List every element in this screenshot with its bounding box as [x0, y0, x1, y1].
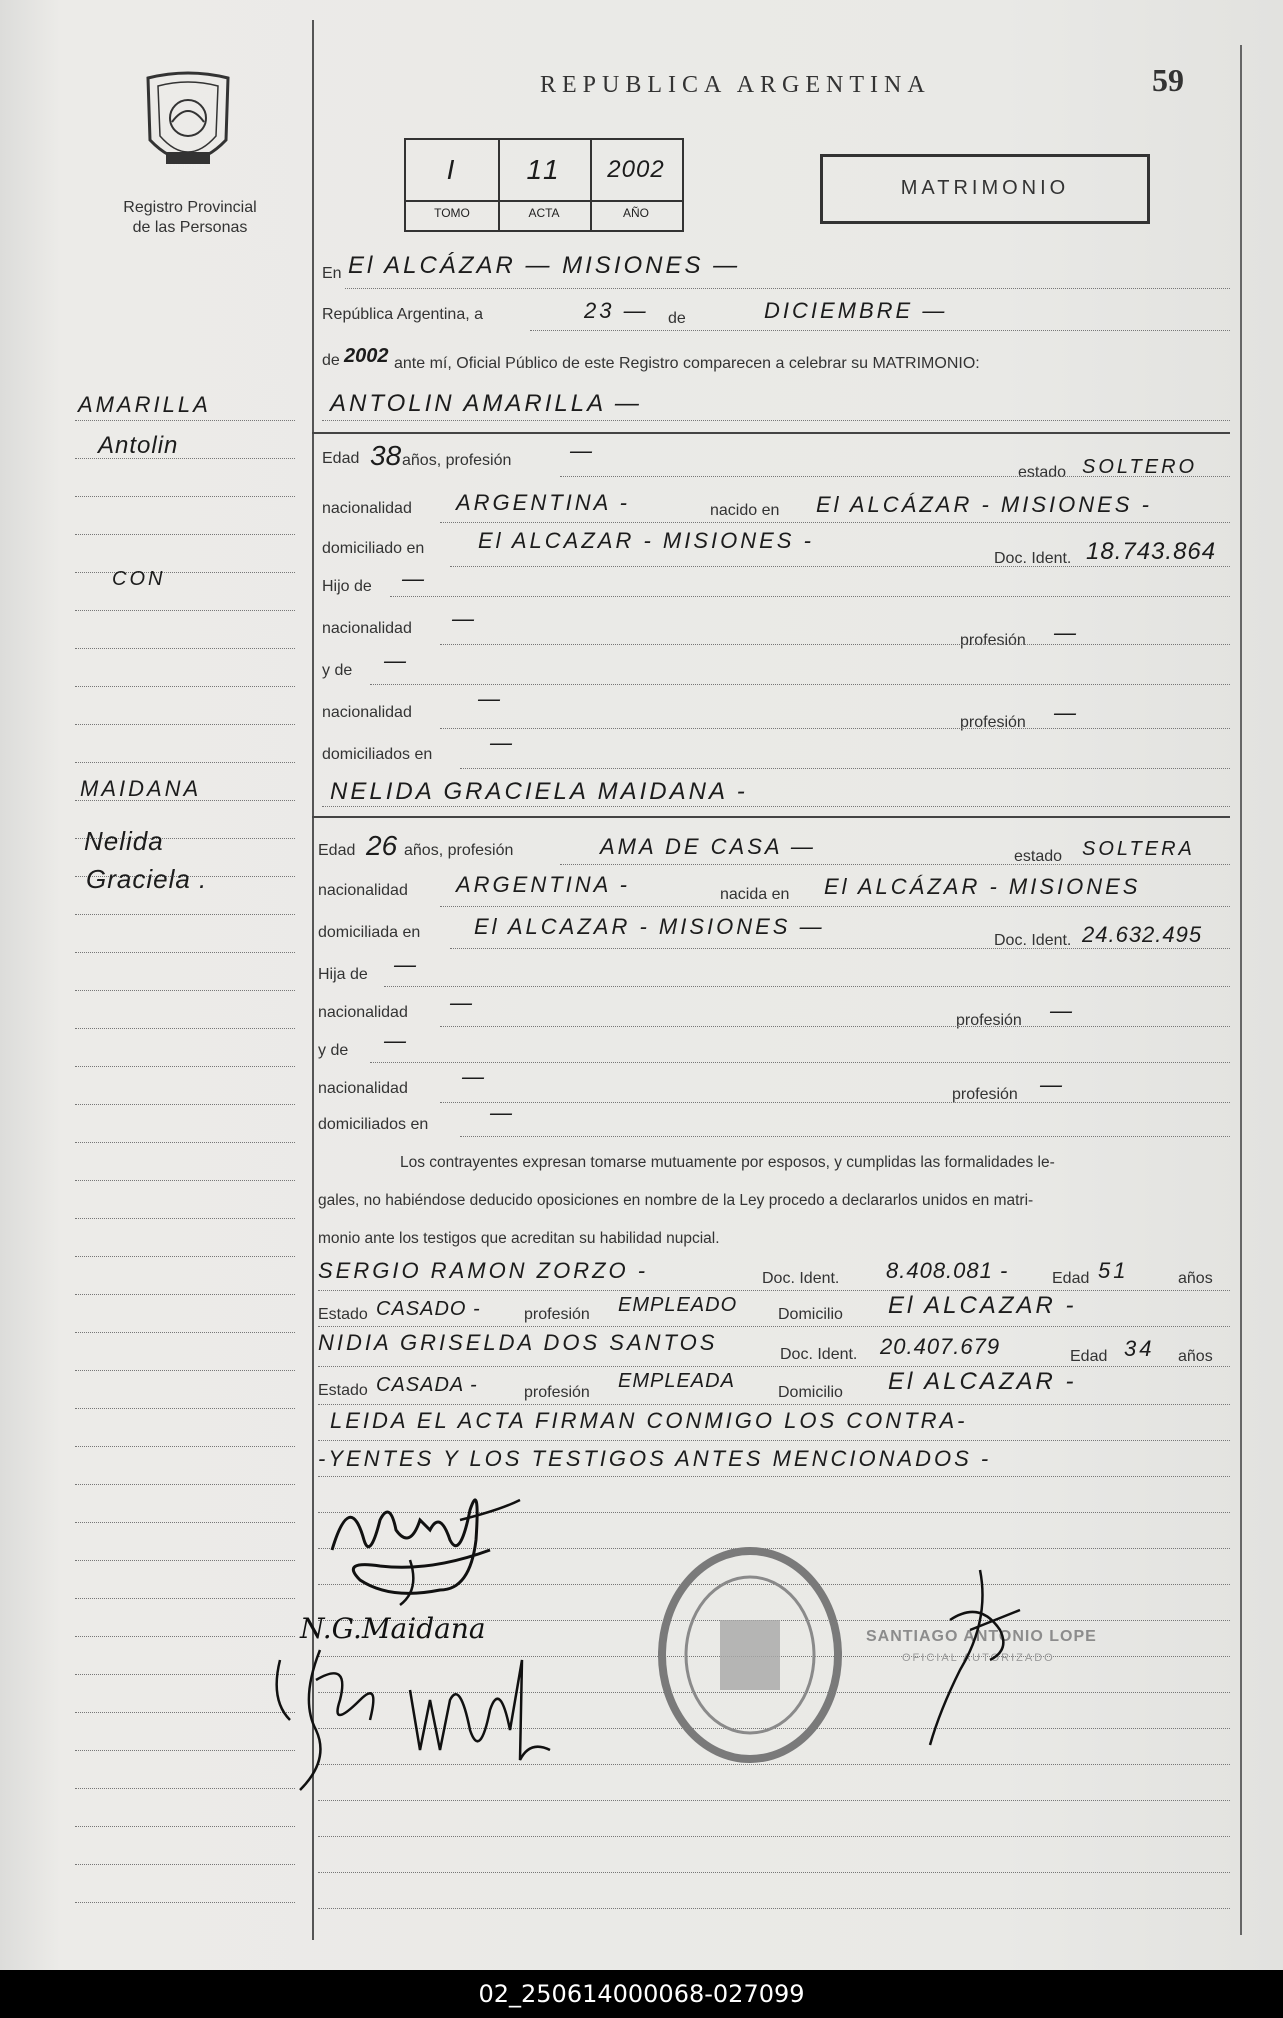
witness1-doc: 8.408.081 -: [886, 1258, 1009, 1283]
groom-nationality: ARGENTINA -: [456, 490, 630, 515]
bride-estado-label: estado: [1014, 848, 1063, 865]
tomo-label: TOMO: [434, 206, 470, 220]
bride-profession: AMA DE CASA —: [600, 834, 816, 859]
witness2-doc-label: Doc. Ident.: [780, 1346, 858, 1363]
bride-parent1-nac-label: nacionalidad: [318, 1004, 408, 1021]
margin-ruled-line: [75, 648, 295, 649]
margin-ruled-line: [75, 990, 295, 991]
witness2-dom-label: Domicilio: [778, 1384, 843, 1401]
margin-ruled-line: [75, 1180, 295, 1181]
margin-connector: CON: [112, 568, 166, 590]
margin-ruled-line: [75, 1560, 295, 1561]
record-type-box: [820, 154, 1150, 224]
groom-profession: —: [570, 438, 595, 463]
lower-ruled-line: [318, 1908, 1230, 1909]
groom-profesion-label: años, profesión: [402, 452, 512, 469]
margin-ruled-line: [75, 1446, 295, 1447]
bride-parent2-nac-label: nacionalidad: [318, 1080, 408, 1097]
margin-ruled-line: [75, 1636, 295, 1637]
groom-parent2-nationality: —: [478, 686, 503, 711]
lower-ruled-line: [318, 1872, 1230, 1873]
groom-parent2-nac-label: nacionalidad: [322, 704, 412, 721]
official-signature-icon: [910, 1560, 1030, 1750]
groom-hijo-label: Hijo de: [322, 578, 372, 595]
declaration-line-3: monio ante los testigos que acreditan su habilidad nupcial.: [318, 1230, 720, 1247]
margin-bride-name-2: Graciela .: [86, 864, 208, 894]
margin-ruled-line: [75, 1218, 295, 1219]
bride-birthplace: El ALCÁZAR - MISIONES: [824, 874, 1141, 899]
groom-parent1-nac-label: nacionalidad: [322, 620, 412, 637]
registry-reference-box: [404, 138, 684, 232]
groom-parent2: —: [384, 648, 409, 673]
witness2-domicile: El ALCAZAR -: [888, 1368, 1077, 1395]
groom-domiciliado-label: domiciliado en: [322, 540, 425, 557]
margin-ruled-line: [75, 1294, 295, 1295]
bride-parent1-profession: —: [1050, 998, 1075, 1023]
registry-line-1: Registro Provincial: [123, 199, 257, 216]
registry-line-2: de las Personas: [132, 219, 248, 236]
margin-ruled-line: [75, 420, 295, 421]
groom-estado: SOLTERO: [1082, 456, 1198, 478]
witness2-anos-label: años: [1178, 1348, 1213, 1365]
margin-ruled-line: [75, 1332, 295, 1333]
bride-estado: SOLTERA: [1082, 838, 1195, 860]
groom-parent2-profession: —: [1054, 700, 1079, 725]
margin-ruled-line: [75, 1104, 295, 1105]
witness1-name: SERGIO RAMON ZORZO -: [318, 1258, 649, 1283]
tomo-value: I: [446, 154, 458, 185]
groom-nacido-label: nacido en: [710, 502, 780, 519]
anio-label: AÑO: [622, 206, 649, 220]
marriage-month: DICIEMBRE —: [764, 298, 948, 323]
witness2-estado-label: Estado: [318, 1382, 368, 1399]
margin-ruled-line: [75, 1256, 295, 1257]
official-stamp-role: OFICIAL AUTORIZADO: [902, 1652, 1055, 1664]
republica-label: República Argentina, a: [322, 306, 483, 323]
margin-bride-name-1: Nelida: [84, 826, 164, 856]
margin-ruled-line: [75, 1370, 295, 1371]
margin-ruled-line: [75, 1066, 295, 1067]
groom-doc-label: Doc. Ident.: [994, 550, 1072, 567]
groom-domicile: El ALCAZAR - MISIONES -: [478, 528, 814, 553]
official-stamp-name: SANTIAGO ANTONIO LOPE: [866, 1628, 1097, 1645]
lower-ruled-line: [318, 1800, 1230, 1801]
witness1-doc-label: Doc. Ident.: [762, 1270, 840, 1287]
witness2-doc: 20.407.679: [880, 1334, 1001, 1359]
registry-name: [90, 198, 290, 238]
witness2-age: 34: [1124, 1336, 1155, 1361]
groom-parent1-prof-label: profesión: [960, 632, 1026, 649]
margin-ruled-line: [75, 1522, 295, 1523]
margin-ruled-line: [75, 572, 295, 573]
closing-line-2: -YENTES Y LOS TESTIGOS ANTES MENCIONADOS -: [318, 1446, 992, 1471]
declaration-line-2: gales, no habiéndose deducido oposiciones en nombre de la Ley procedo a declararlos unidos en matri-: [318, 1192, 1034, 1209]
margin-ruled-line: [75, 1028, 295, 1029]
margin-ruled-line: [75, 534, 295, 535]
witness-signatures-icon: [260, 1640, 570, 1800]
marriage-day: 23 —: [584, 298, 649, 323]
margin-bride-surname: MAIDANA: [80, 776, 202, 801]
witness2-estado: CASADA -: [376, 1374, 478, 1396]
de-label: de: [668, 310, 686, 327]
margin-ruled-line: [75, 1408, 295, 1409]
country-heading: REPUBLICA ARGENTINA: [540, 72, 931, 98]
bride-parent2-prof-label: profesión: [952, 1086, 1018, 1103]
bride-yde-label: y de: [318, 1042, 349, 1059]
page-number: 59: [1152, 62, 1184, 98]
witness1-anos-label: años: [1178, 1270, 1213, 1287]
witness2-name: NIDIA GRISELDA DOS SANTOS: [318, 1330, 718, 1355]
bride-parent2: —: [384, 1028, 409, 1053]
groom-parent2-prof-label: profesión: [960, 714, 1026, 731]
witness1-dom-label: Domicilio: [778, 1306, 843, 1323]
lower-ruled-line: [318, 1836, 1230, 1837]
document-code-footer: 02_250614000068-027099: [0, 1970, 1283, 2018]
bride-nacida-label: nacida en: [720, 886, 790, 903]
bride-edad-label: Edad: [318, 842, 356, 859]
groom-parent1-nationality: —: [452, 606, 477, 631]
closing-line-1: LEIDA EL ACTA FIRMAN CONMIGO LOS CONTRA-: [330, 1408, 968, 1433]
margin-ruled-line: [75, 1142, 295, 1143]
margin-ruled-line: [75, 952, 295, 953]
bride-parent1-prof-label: profesión: [956, 1012, 1022, 1029]
margin-ruled-line: [75, 1864, 295, 1865]
margin-ruled-line: [75, 496, 295, 497]
marriage-place: El ALCÁZAR — MISIONES —: [348, 252, 741, 279]
anio-value: 2002: [607, 156, 665, 183]
right-margin-border: [1240, 45, 1242, 1935]
de-year-label: de: [322, 352, 340, 369]
margin-ruled-line: [75, 1826, 295, 1827]
seal-label: MISIONES: [170, 164, 206, 171]
groom-full-name: ANTOLIN AMARILLA —: [330, 390, 642, 417]
bride-age: 26: [366, 830, 398, 861]
bride-doc: 24.632.495: [1082, 922, 1203, 947]
witness2-edad-label: Edad: [1070, 1348, 1108, 1365]
en-label: En: [322, 265, 342, 282]
witness2-prof-label: profesión: [524, 1384, 590, 1401]
margin-ruled-line: [75, 686, 295, 687]
bride-parents-domicile: —: [490, 1100, 515, 1125]
groom-edad-label: Edad: [322, 450, 360, 467]
groom-signature-icon: [320, 1480, 530, 1610]
groom-birthplace: El ALCÁZAR - MISIONES -: [816, 492, 1152, 517]
witness2-profession: EMPLEADA: [618, 1370, 735, 1392]
acta-label: ACTA: [528, 206, 560, 220]
bride-hija-label: Hija de: [318, 966, 368, 983]
bride-parent2-nationality: —: [462, 1064, 487, 1089]
groom-nacionalidad-label: nacionalidad: [322, 500, 412, 517]
groom-doc: 18.743.864: [1086, 538, 1217, 565]
margin-ruled-line: [75, 724, 295, 725]
declaration-line-1: Los contrayentes expresan tomarse mutuamente por esposos, y cumplidas las formalidades le-: [400, 1154, 1055, 1171]
bride-full-name: NELIDA GRACIELA MAIDANA -: [330, 778, 748, 805]
margin-ruled-line: [75, 1902, 295, 1903]
bride-nationality: ARGENTINA -: [456, 872, 630, 897]
witness1-prof-label: profesión: [524, 1306, 590, 1323]
record-type: MATRIMONIO: [900, 177, 1070, 199]
margin-ruled-line: [75, 610, 295, 611]
witness1-estado: CASADO -: [376, 1298, 481, 1320]
bride-parents-dom-label: domiciliados en: [318, 1116, 429, 1133]
margin-groom-surname: AMARILLA: [78, 392, 211, 417]
margin-ruled-line: [75, 762, 295, 763]
marriage-year: 2002: [344, 345, 389, 367]
groom-parent1-profession: —: [1054, 620, 1079, 645]
margin-ruled-line: [75, 914, 295, 915]
bride-signature: N.G.Maidana: [300, 1612, 486, 1645]
groom-parent1: —: [402, 566, 427, 591]
bride-domiciliada-label: domiciliada en: [318, 924, 421, 941]
witness1-age: 51: [1098, 1258, 1129, 1283]
bride-parent1: —: [394, 952, 419, 977]
intro-text: ante mí, Oficial Público de este Registro comparecen a celebrar su MATRIMONIO:: [394, 355, 980, 372]
bride-parent2-profession: —: [1040, 1072, 1065, 1097]
bride-profesion-label: años, profesión: [404, 842, 514, 859]
bride-nacionalidad-label: nacionalidad: [318, 882, 408, 899]
margin-groom-name: Antolin: [98, 432, 179, 459]
groom-parents-dom-label: domiciliados en: [322, 746, 433, 763]
witness1-edad-label: Edad: [1052, 1270, 1090, 1287]
groom-estado-label: estado: [1018, 464, 1067, 481]
witness1-profession: EMPLEADO: [618, 1294, 738, 1316]
witness1-estado-label: Estado: [318, 1306, 368, 1323]
groom-parents-domicile: —: [490, 730, 515, 755]
bride-doc-label: Doc. Ident.: [994, 932, 1072, 949]
registry-stamp-icon: [640, 1540, 860, 1770]
bride-domicile: El ALCAZAR - MISIONES —: [474, 914, 825, 939]
margin-ruled-line: [75, 1598, 295, 1599]
groom-yde-label: y de: [322, 662, 353, 679]
witness1-domicile: El ALCAZAR -: [888, 1292, 1077, 1319]
bride-parent1-nationality: —: [450, 990, 475, 1015]
groom-age: 38: [370, 440, 402, 471]
acta-value: 11: [526, 154, 562, 185]
margin-ruled-line: [75, 1484, 295, 1485]
